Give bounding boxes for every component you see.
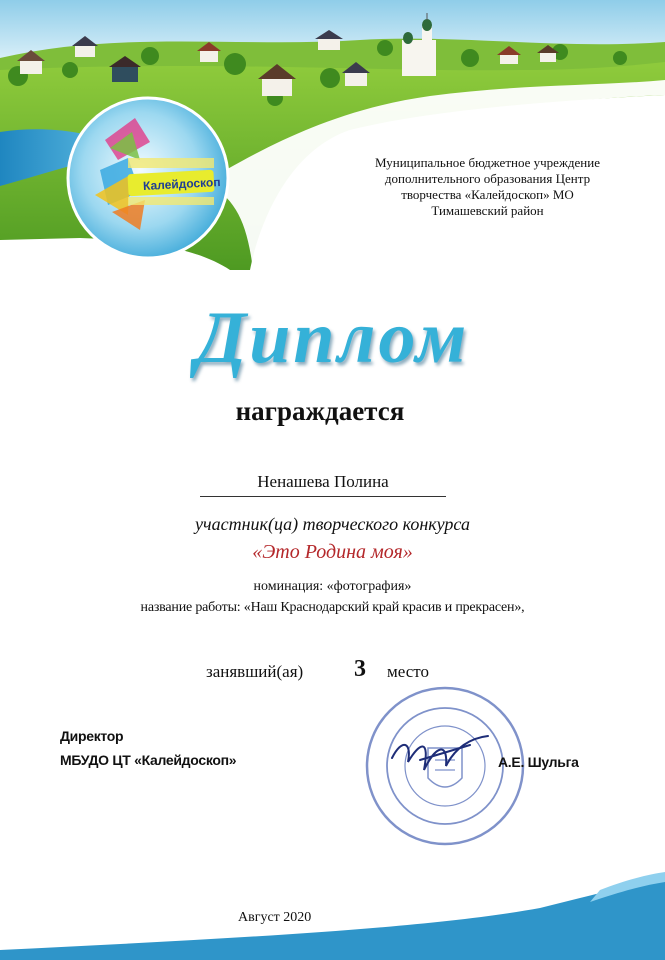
signature-name: А.Е. Шульга	[498, 754, 579, 770]
institution-line-4: Тимашевский район	[431, 203, 544, 218]
institution-line-2: дополнительного образования Центр	[384, 171, 591, 186]
diploma-title: Диплом	[195, 297, 470, 379]
recipient-name: Ненашева Полина	[200, 472, 446, 497]
issue-date: Август 2020	[238, 910, 312, 925]
contest-name: «Это Родина моя»	[252, 541, 413, 563]
logo-text: Калейдоскоп	[142, 174, 221, 194]
bottom-water	[0, 880, 665, 960]
signature-position: Директор	[60, 728, 124, 744]
institution-header	[330, 155, 645, 219]
institution-line-1: Муниципальное бюджетное учреждение	[375, 155, 600, 170]
place-label: занявший(ая)	[206, 662, 304, 681]
participant-line: участник(ца) творческого конкурса	[195, 514, 470, 534]
work-title-line: название работы: «Наш Краснодарский край красив и прекрасен»,	[140, 600, 525, 615]
institution-line-3: творчества «Калейдоскоп» МО	[401, 187, 574, 202]
signature-scribble	[392, 736, 488, 770]
signature-organization: МБУДО ЦТ «Калейдоскоп»	[60, 752, 237, 768]
place-suffix: место	[387, 662, 429, 681]
awarded-heading: награждается	[235, 396, 405, 426]
place-number: 3	[354, 656, 366, 682]
nomination-line: номинация: «фотография»	[253, 579, 412, 594]
